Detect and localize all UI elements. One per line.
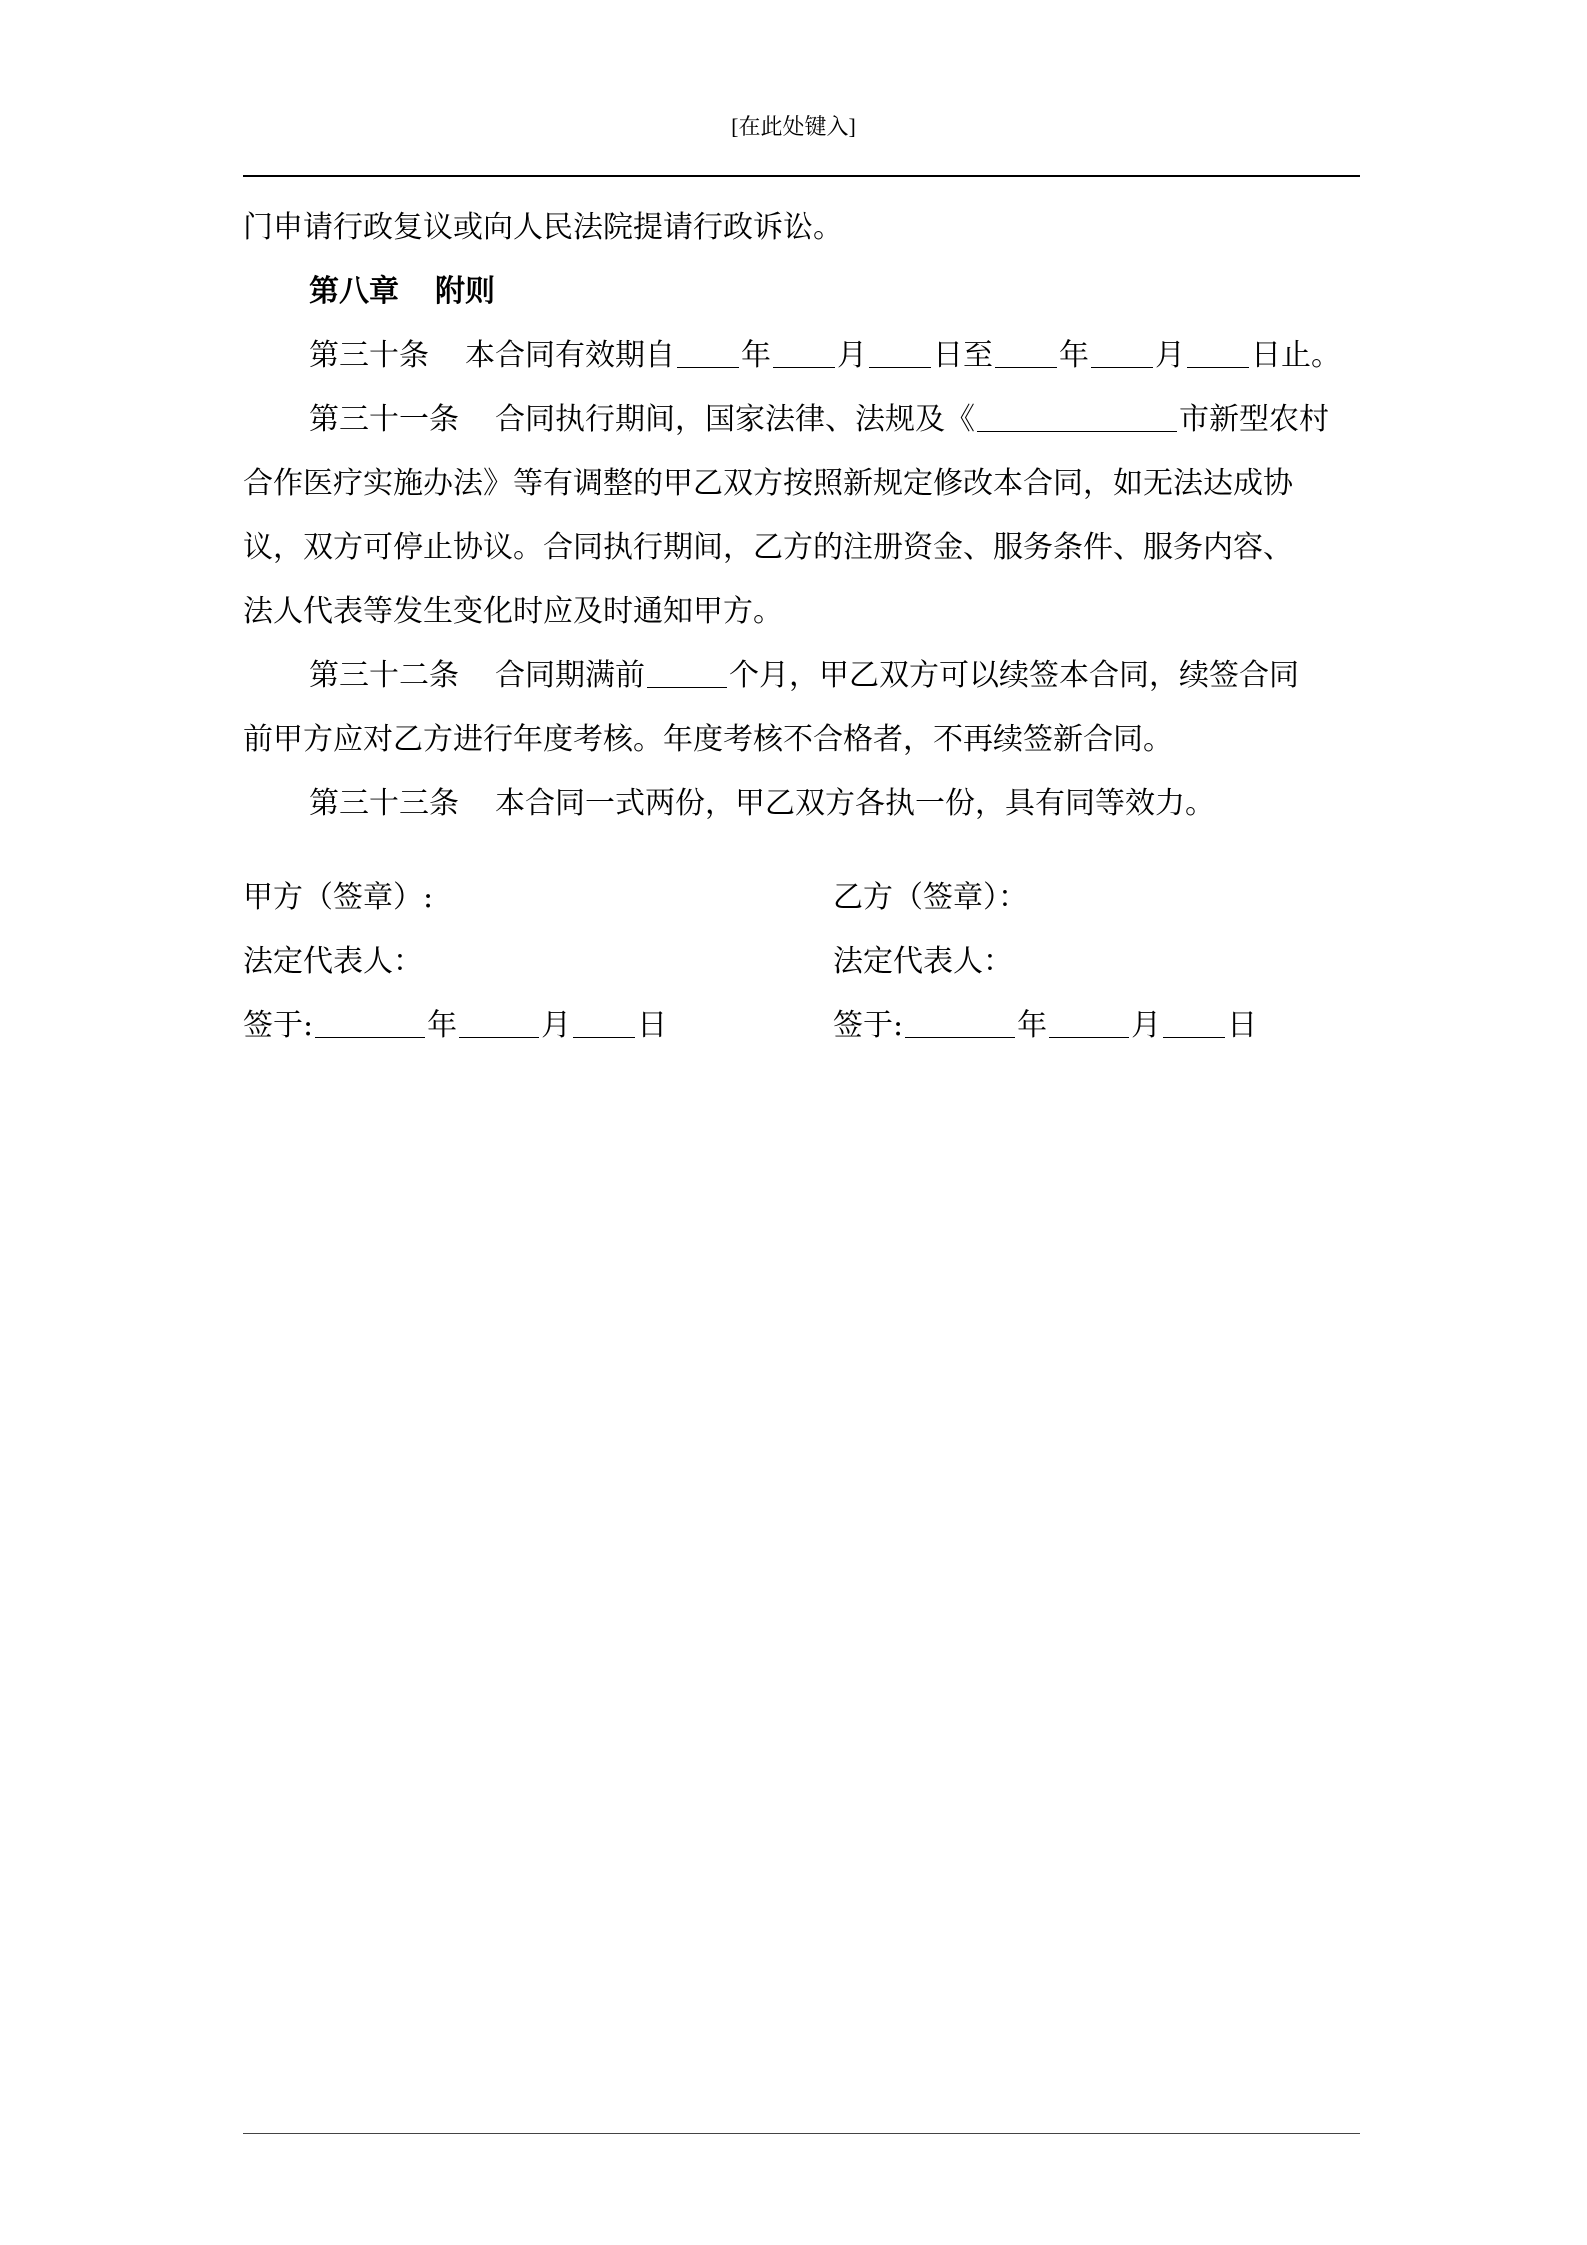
blank-field[interactable] xyxy=(869,339,931,368)
blank-field[interactable] xyxy=(677,339,739,368)
blank-field[interactable] xyxy=(995,339,1057,368)
blank-field[interactable] xyxy=(459,1009,539,1038)
page-header: [在此处键入] xyxy=(731,114,856,139)
blank-field[interactable] xyxy=(773,339,835,368)
party-a-representative: 法定代表人： xyxy=(243,944,423,979)
blank-field[interactable] xyxy=(1049,1009,1129,1038)
article-31-line-3: 议，双方可停止协议。合同执行期间，乙方的注册资金、服务条件、服务内容、 xyxy=(243,530,1293,565)
signature-rep-row xyxy=(243,930,1360,994)
chapter-number: 第八章 xyxy=(309,274,399,309)
paragraph-continuation: 门申请行政复议或向人民法院提请行政诉讼。 xyxy=(243,210,843,245)
signature-date-row xyxy=(243,994,1360,1058)
article-33: 第三十三条 本合同一式两份，甲乙双方各执一份，具有同等效力。 xyxy=(309,786,1215,821)
blank-field[interactable] xyxy=(573,1009,635,1038)
blank-field[interactable] xyxy=(1091,339,1153,368)
blank-field[interactable] xyxy=(315,1009,425,1038)
signature-party-row xyxy=(243,866,1360,930)
article-30: 第三十条 本合同有效期自 年 月 日至 年 月 日止。 xyxy=(309,338,1341,373)
chapter-title: 附则 xyxy=(435,274,495,309)
party-b-seal: 乙方（签章）： xyxy=(833,880,1028,915)
article-31-line-2: 合作医疗实施办法》等有调整的甲乙双方按照新规定修改本合同，如无法达成协 xyxy=(243,466,1293,501)
article-label: 第三十三条 xyxy=(309,786,459,821)
blank-field[interactable] xyxy=(905,1009,1015,1038)
blank-field[interactable] xyxy=(647,659,727,688)
article-label: 第三十二条 xyxy=(309,658,459,693)
party-a-seal: 甲方（签章）: xyxy=(243,880,434,915)
party-b-date: 签于: 年 月 日 xyxy=(833,1008,1258,1043)
party-b-representative: 法定代表人： xyxy=(833,944,1013,979)
header-rule xyxy=(243,175,1360,177)
blank-field[interactable] xyxy=(1187,339,1249,368)
article-31-line-4: 法人代表等发生变化时应及时通知甲方。 xyxy=(243,594,783,629)
article-32: 第三十二条 合同期满前 个月，甲乙双方可以续签本合同，续签合同 xyxy=(309,658,1299,693)
party-a-date: 签于: 年 月 日 xyxy=(243,1008,668,1043)
blank-field[interactable] xyxy=(1163,1009,1225,1038)
article-label: 第三十条 xyxy=(309,338,429,373)
blank-field[interactable] xyxy=(977,403,1177,432)
chapter-heading xyxy=(243,260,1360,324)
article-label: 第三十一条 xyxy=(309,402,459,437)
article-31: 第三十一条 合同执行期间，国家法律、法规及《 市新型农村 xyxy=(309,402,1329,437)
document-body xyxy=(243,196,1360,1058)
footer-rule xyxy=(243,2133,1360,2134)
article-32-line-2: 前甲方应对乙方进行年度考核。年度考核不合格者，不再续签新合同。 xyxy=(243,722,1173,757)
